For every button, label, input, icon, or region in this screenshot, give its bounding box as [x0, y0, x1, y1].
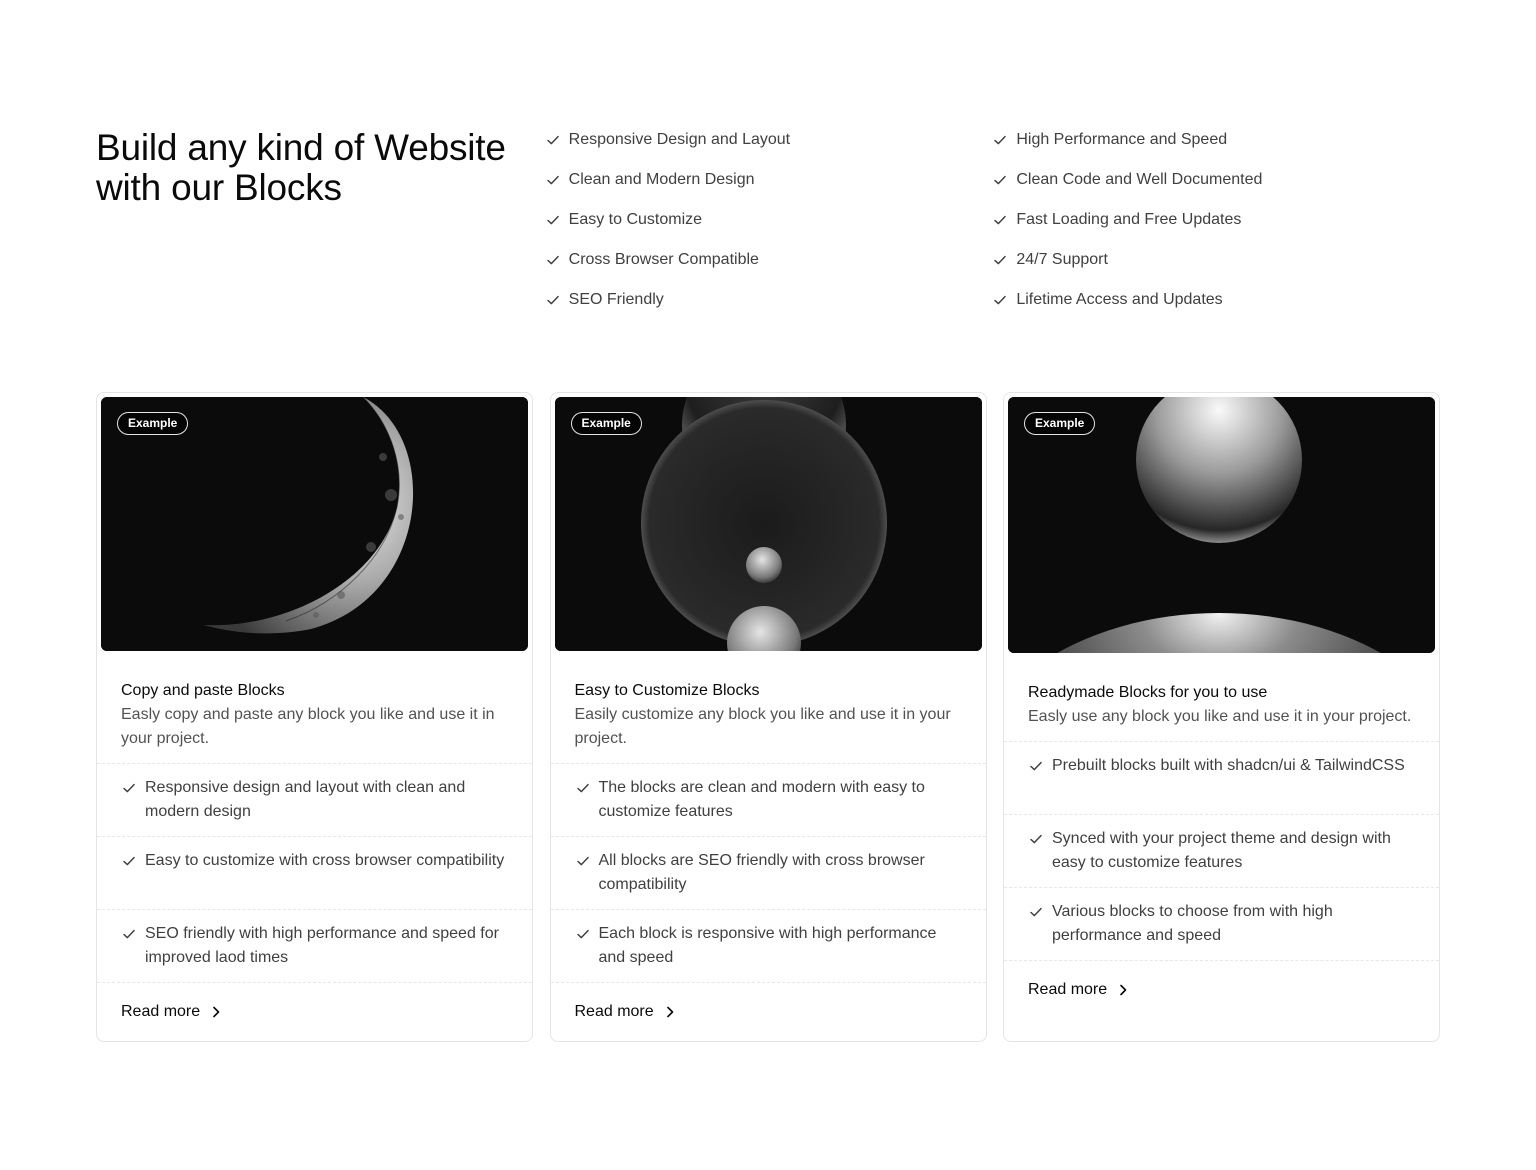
example-badge: Example [1024, 412, 1095, 435]
feature-card [1003, 392, 1440, 1042]
feature-item [545, 168, 993, 192]
read-more-label: Read more [574, 1003, 654, 1020]
feature-list-right [992, 128, 1440, 328]
feature-list-left [545, 128, 993, 328]
check-icon [121, 926, 137, 942]
feature-item [992, 128, 1440, 152]
card-header [1004, 653, 1439, 742]
list-item [551, 837, 986, 910]
list-item-text: Synced with your project theme and design with easy to customize features [1052, 830, 1391, 871]
check-icon [992, 172, 1008, 188]
card-header [97, 651, 532, 764]
read-more-link[interactable] [575, 1000, 678, 1024]
feature-label: High Performance and Speed [1016, 131, 1228, 148]
card-footer [1004, 961, 1439, 1019]
card-footer [551, 983, 986, 1041]
stacked-spheres-image [555, 397, 982, 651]
feature-label: Cross Browser Compatible [568, 251, 759, 268]
check-icon [575, 853, 591, 869]
list-item-text: Responsive design and layout with clean and modern design [145, 779, 466, 820]
card-image [1008, 397, 1435, 653]
list-item [97, 910, 532, 983]
crescent-moon-image [101, 397, 528, 651]
feature-label: Clean Code and Well Documented [1016, 171, 1263, 188]
card-description: Easily customize any block you like and use it in your project. [574, 706, 951, 747]
feature-item [545, 128, 993, 152]
check-icon [992, 132, 1008, 148]
list-item [551, 910, 986, 983]
check-icon [545, 132, 561, 148]
feature-item [992, 288, 1440, 312]
list-item-text: The blocks are clean and modern with easy to customize features [598, 779, 925, 820]
feature-label: Clean and Modern Design [568, 171, 755, 188]
check-icon [545, 252, 561, 268]
chevron-right-icon [662, 1004, 678, 1020]
feature-label: Fast Loading and Free Updates [1016, 211, 1242, 228]
check-icon [121, 780, 137, 796]
card-feature-list [551, 764, 986, 983]
card-feature-list [1004, 742, 1439, 961]
cards-grid [96, 392, 1440, 1042]
card-title: Copy and paste Blocks [121, 682, 285, 699]
card-image [555, 397, 982, 651]
read-more-link[interactable] [121, 1000, 224, 1024]
feature-label: Easy to Customize [568, 211, 703, 228]
check-icon [545, 172, 561, 188]
list-item [1004, 742, 1439, 815]
read-more-label: Read more [121, 1003, 201, 1020]
feature-item [992, 168, 1440, 192]
list-item-text: Each block is responsive with high performance and speed [598, 925, 937, 966]
read-more-link[interactable] [1028, 978, 1131, 1002]
list-item-text: Easy to customize with cross browser compatibility [145, 852, 505, 869]
feature-label: Lifetime Access and Updates [1016, 291, 1223, 308]
list-item-text: Various blocks to choose from with high performance and speed [1052, 903, 1333, 944]
list-item-text: All blocks are SEO friendly with cross browser compatibility [598, 852, 925, 893]
list-item [551, 764, 986, 837]
list-item-text: Prebuilt blocks built with shadcn/ui & TailwindCSS [1052, 757, 1405, 774]
check-icon [1028, 758, 1044, 774]
card-header [551, 651, 986, 764]
list-item [1004, 888, 1439, 961]
feature-item [545, 248, 993, 272]
feature-item [992, 248, 1440, 272]
chevron-right-icon [208, 1004, 224, 1020]
list-item-text: SEO friendly with high performance and speed for improved laod times [145, 925, 499, 966]
check-icon [121, 853, 137, 869]
features-header [96, 128, 1440, 328]
check-icon [1028, 904, 1044, 920]
feature-label: Responsive Design and Layout [568, 131, 791, 148]
check-icon [545, 212, 561, 228]
card-footer [97, 983, 532, 1041]
read-more-label: Read more [1028, 981, 1108, 998]
card-description: Easly copy and paste any block you like and use it in your project. [121, 706, 495, 747]
chevron-right-icon [1115, 982, 1131, 998]
feature-item [992, 208, 1440, 232]
feature-card [96, 392, 533, 1042]
check-icon [992, 252, 1008, 268]
card-title: Easy to Customize Blocks [574, 682, 760, 699]
list-item [1004, 815, 1439, 888]
list-item [97, 764, 532, 837]
list-item [97, 837, 532, 910]
check-icon [992, 292, 1008, 308]
check-icon [575, 926, 591, 942]
card-image [101, 397, 528, 651]
sphere-over-horizon-image [1008, 397, 1435, 653]
check-icon [992, 212, 1008, 228]
section-headline: Build any kind of Website with our Blocks [96, 127, 506, 208]
feature-card [550, 392, 987, 1042]
check-icon [575, 780, 591, 796]
feature-item [545, 208, 993, 232]
check-icon [545, 292, 561, 308]
feature-label: SEO Friendly [568, 291, 664, 308]
check-icon [1028, 831, 1044, 847]
example-badge: Example [571, 412, 642, 435]
card-title: Readymade Blocks for you to use [1028, 684, 1268, 701]
feature-label: 24/7 Support [1016, 251, 1108, 268]
card-feature-list [97, 764, 532, 983]
card-description: Easly use any block you like and use it in your project. [1028, 708, 1412, 725]
feature-item [545, 288, 993, 312]
example-badge: Example [117, 412, 188, 435]
